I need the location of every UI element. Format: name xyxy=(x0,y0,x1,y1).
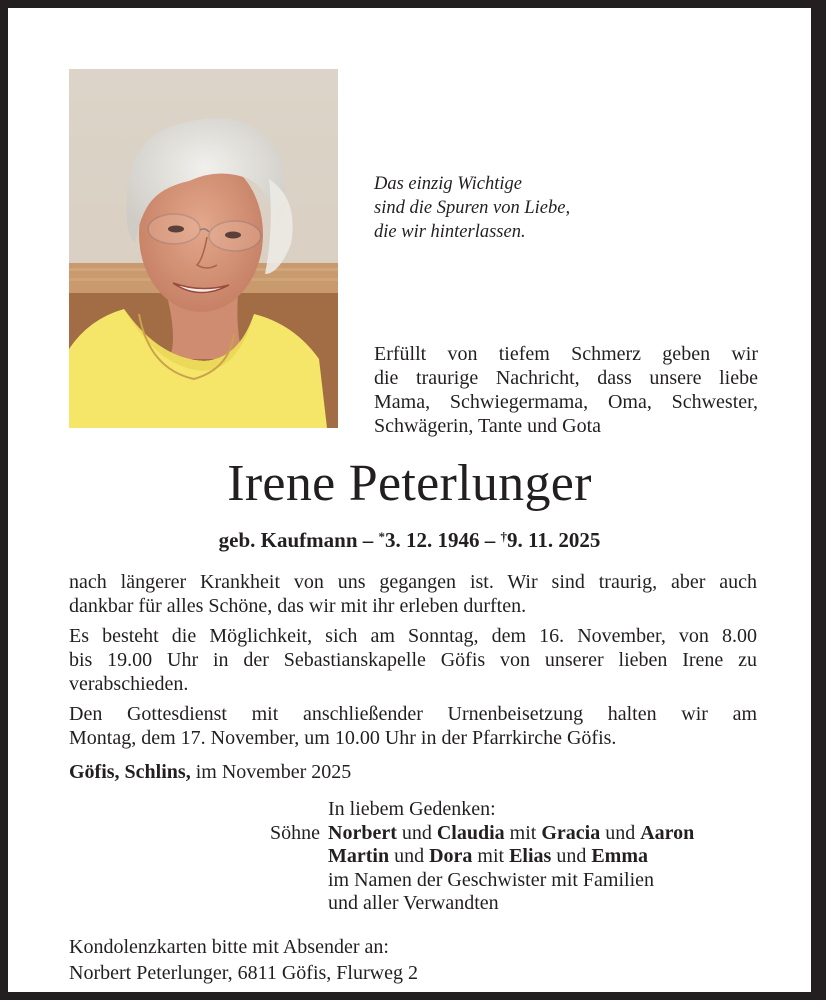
siblings-line: im Namen der Geschwister mit Familien xyxy=(328,868,655,891)
intro-line: die traurige Nachricht, dass unsere liebe xyxy=(374,367,758,389)
mourner-name: Elias xyxy=(509,845,552,867)
birth-star-icon: * xyxy=(378,529,385,544)
condolence-address xyxy=(69,934,418,986)
mourners-row-siblings xyxy=(258,869,694,893)
condolence-instruction: Kondolenzkarten bitte mit Absender an: xyxy=(69,936,389,958)
quote-line: Das einzig Wichtige xyxy=(374,174,522,194)
body-line: bis 19.00 Uhr in der Sebastianskapelle Göfis von unserer lieben Irene zu xyxy=(69,649,757,671)
mourners-heading: In liebem Gedenken: xyxy=(328,798,496,820)
intro-line: Erfüllt von tiefem Schmerz geben wir xyxy=(374,343,758,365)
date: im November 2025 xyxy=(195,761,352,783)
body-line: Montag, dem 17. November, um 10.00 Uhr in der Pfarrkirche Göfis. xyxy=(69,727,617,749)
death-date: 9. 11. 2025 xyxy=(507,528,601,552)
place-and-date xyxy=(69,760,351,784)
relatives-line: und aller Verwandten xyxy=(328,892,499,914)
memorial-quote xyxy=(374,172,570,244)
intro-line: Mama, Schwiegermama, Oma, Schwester, xyxy=(374,391,758,413)
mourner-name: Emma xyxy=(591,845,649,867)
separator: – xyxy=(484,528,496,552)
mourners-row-sons-1: Söhne Norbert und Claudia mit Gracia und Aaron xyxy=(258,822,694,846)
mourner-name: Aaron xyxy=(640,821,695,844)
birth-date: 3. 12. 1946 xyxy=(385,528,480,552)
quote-line: die wir hinterlassen. xyxy=(374,222,526,242)
body-line: Den Gottesdienst mit anschließender Urnenbeisetzung halten wir am xyxy=(69,703,757,725)
mourners-list xyxy=(258,798,694,916)
condolence-recipient: Norbert Peterlunger, 6811 Göfis, Flurweg 2 xyxy=(69,962,418,984)
death-cross-icon: † xyxy=(500,529,507,544)
body-line: dankbar für alles Schöne, das wir mit ihr erleben durften. xyxy=(69,595,527,617)
body-paragraph xyxy=(69,624,757,696)
mourners-row-relatives xyxy=(258,892,694,916)
portrait-photo xyxy=(69,69,338,428)
mourner-name: Gracia xyxy=(541,821,601,844)
intro-line: Schwägerin, Tante und Gota xyxy=(374,415,602,437)
mourner-name: Martin xyxy=(328,845,390,867)
mourner-name: Norbert xyxy=(328,821,397,844)
obituary-page xyxy=(8,8,811,992)
lifespan-line xyxy=(8,524,811,553)
mourners-heading-row xyxy=(258,798,694,822)
mourner-name: Claudia xyxy=(436,821,505,844)
body-paragraph xyxy=(69,570,757,618)
body-paragraph xyxy=(69,702,757,750)
maiden-name: geb. Kaufmann xyxy=(218,528,358,552)
body-line: Es besteht die Möglichkeit, sich am Sonntag, dem 16. November, von 8.00 xyxy=(69,625,757,647)
mourner-name: Dora xyxy=(429,845,473,867)
separator: – xyxy=(362,528,374,552)
places: Göfis, Schlins, xyxy=(69,761,191,783)
body-line: verabschieden. xyxy=(69,673,189,695)
announcement-intro xyxy=(374,342,758,438)
deceased-name: Irene Peterlunger xyxy=(227,455,592,512)
obituary-body xyxy=(69,570,757,756)
portrait-image xyxy=(69,69,338,428)
body-line: nach längerer Krankheit von uns gegangen ist. Wir sind traurig, aber auch xyxy=(69,571,757,593)
quote-line: sind die Spuren von Liebe, xyxy=(374,198,571,218)
mourners-row-sons-2: Martin und Dora mit Elias und Emma xyxy=(328,845,649,867)
sons-label: Söhne xyxy=(270,821,320,844)
